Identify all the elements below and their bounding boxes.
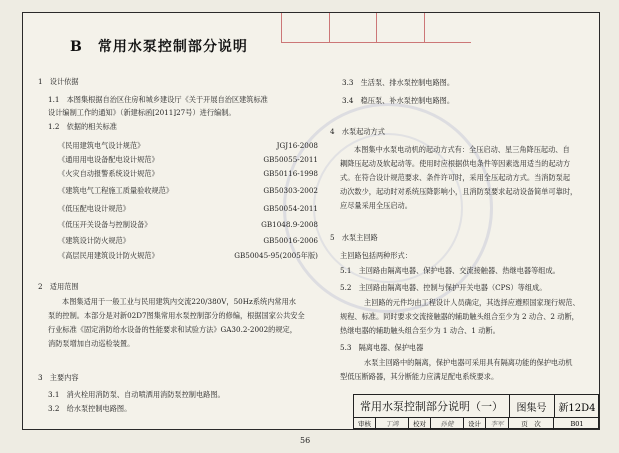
standard-name: 《建筑设计防火规范》	[58, 236, 130, 245]
standard-code: GB50116-1998	[263, 169, 318, 178]
para-5-line: 型低压断路器，其分断能力应满足配电系统要求。	[340, 372, 499, 381]
review-signature: 丁鸿	[376, 417, 409, 430]
page-code: B01	[570, 419, 584, 428]
standard-name: 《民用建筑电气设计规范》	[58, 141, 145, 150]
para-1-1-line1: 1.1 本图集根据自治区住房和城乡建设厅《关于开展自治区建筑标准	[48, 95, 268, 104]
section-2-heading: 2 适用范围	[38, 282, 79, 291]
section-4-heading: 4 水泵起动方式	[330, 127, 385, 136]
list-item: 3.2 给水泵控制电路图。	[48, 404, 132, 413]
standard-name: 《低压开关设备与控制设备》	[58, 220, 152, 229]
standard-name: 《火灾自动报警系统设计规范》	[58, 169, 159, 178]
para-4-line: 动次数少，起动时对系统压降影响小，且消防泵要求起动设备简单可靠时，	[340, 187, 578, 196]
para-1-2: 1.2 依据的相关标准	[48, 122, 117, 131]
standard-row	[58, 141, 318, 151]
check-signature: 孙健	[431, 417, 464, 430]
standard-row	[58, 186, 318, 196]
atlas-number-label: 图集号	[509, 395, 555, 418]
title-block	[353, 394, 599, 429]
approval-stamp-strip	[281, 13, 471, 43]
drawing-title: 常用水泵控制部分说明（一）	[354, 395, 510, 418]
standard-row	[58, 169, 318, 179]
standard-name: 《建筑电气工程施工质量验收规范》	[58, 186, 174, 195]
list-item: 3.1 消火栓用消防泵、自动喷洒用消防泵控制电路图。	[48, 390, 225, 399]
page-label: 页 次	[509, 417, 554, 430]
standard-code: GB50055-2011	[263, 155, 318, 164]
standard-name: 《高层民用建筑设计防火规范》	[58, 251, 159, 260]
review-label: 审核	[354, 417, 376, 430]
list-item: 5.3 隔离电器、保护电器	[340, 343, 424, 352]
standard-code: GB50016-2006	[263, 236, 318, 245]
para-4-line: 本图集中水泵电动机的起动方式有：全压启动、星三角降压起动、自	[354, 145, 570, 154]
para-5-line: 规程、标准。同时要求交流接触器的辅助触头组合至少为 2 动合、2 动断，	[340, 312, 579, 321]
para-5-line: 热继电器的辅助触头组合至少为 1 动合、1 动断。	[340, 326, 500, 335]
standard-row	[58, 204, 318, 214]
standard-row	[58, 155, 318, 165]
list-item: 3.4 稳压泵、补水泵控制电路图。	[342, 96, 455, 105]
para-5-line: 水泵主回路中的隔离，保护电器可采用具有隔离功能的保护电动机	[364, 358, 573, 367]
para-2-line: 消防泵增加自动巡检装置。	[48, 339, 135, 348]
para-4-line: 应尽量采用全压启动。	[340, 201, 412, 210]
signature-row	[354, 417, 600, 430]
para-2-line: 本图集适用于一般工业与民用建筑内交流220/380V，50Hz系统内常用水	[62, 297, 296, 306]
para-2-line: 泵的控制。本部分是对新02D7图集常用水泵控制部分的修编，根据国家公共安全	[48, 311, 305, 320]
section-3-heading: 3 主要内容	[38, 373, 79, 382]
para-1-1-line2: 设计编制工作的通知》（新建标函[2011]27号）进行编制。	[48, 108, 236, 117]
list-item: 5.1 主回路由隔离电器、保护电器、交流接触器、热继电器等组成。	[340, 266, 560, 275]
section-5-heading: 5 水泵主回路	[330, 233, 378, 242]
check-label: 校对	[409, 417, 431, 430]
page-title: B 常用水泵控制部分说明	[70, 39, 248, 55]
standard-code: GB50303-2002	[263, 186, 318, 195]
page-number: 56	[300, 436, 311, 445]
para-5-line: 主回路的元件均由工程设计人员确定，其选择应遵照国家现行规范、	[364, 298, 580, 307]
standard-code: GB50045-95(2005年版)	[234, 251, 318, 260]
section-1-heading: 1 设计依据	[38, 77, 79, 86]
standard-row	[58, 251, 318, 261]
standard-name: 《低压配电设计规范》	[58, 204, 130, 213]
para-2-line: 行业标准《固定消防给水设备的性能要求和试验方法》GA30.2-2002的规定，	[48, 325, 297, 334]
para-4-line: 耦降压起动及软起动等。使用时应根据供电条件等因素选用适当的起动方	[340, 159, 571, 168]
para-5-intro: 主回路包括两种形式：	[340, 251, 412, 260]
standard-row	[58, 220, 318, 230]
standard-name: 《通用用电设备配电设计规范》	[58, 155, 159, 164]
list-item: 5.2 主回路由隔离电器、控制与保护开关电器（CPS）等组成。	[340, 283, 547, 292]
standard-code: GB50054-2011	[263, 204, 318, 213]
design-signature: 李军	[486, 417, 509, 430]
list-item: 3.3 生活泵、排水泵控制电路图。	[342, 78, 455, 87]
standard-code: GB1048.9-2008	[261, 220, 318, 229]
para-4-line: 式。在符合设计规范要求、条件许可时，采用全压起动方式。当消防泵起	[340, 173, 571, 182]
standard-row	[58, 236, 318, 246]
design-label: 设计	[464, 417, 486, 430]
standard-code: JGJ16-2008	[276, 141, 318, 150]
atlas-number: 新12D4	[554, 395, 600, 418]
